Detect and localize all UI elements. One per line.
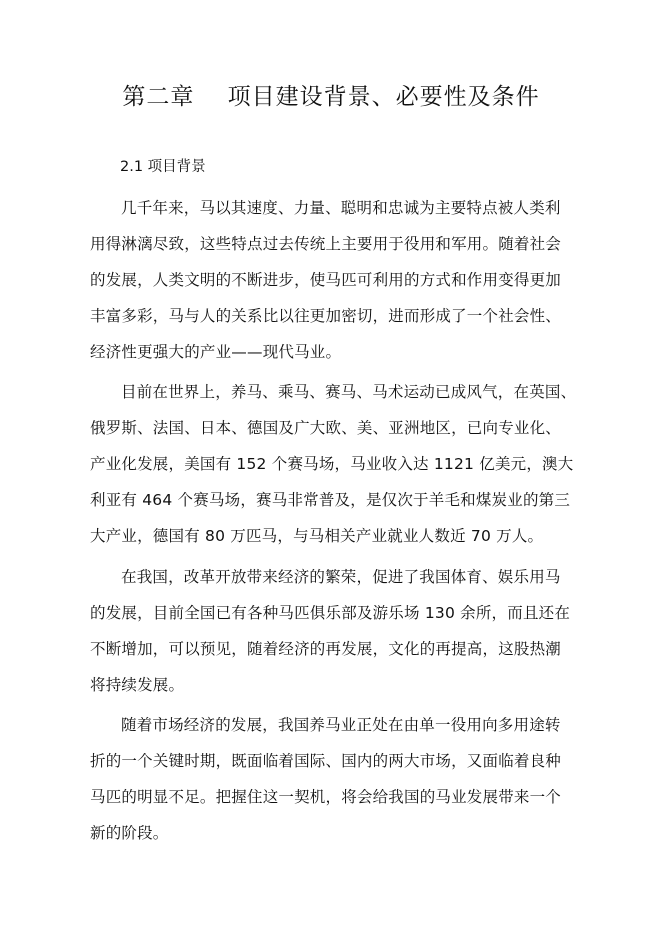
- paragraph-line: 丰富多彩，马与人的关系比以往更加密切，进而形成了一个社会性、: [90, 307, 562, 325]
- chapter-title: 第二章 项目建设背景、必要性及条件: [122, 84, 540, 110]
- paragraph-line: 产业化发展，美国有 152 个赛马场，马业收入达 1121 亿美元，澳大: [90, 455, 574, 473]
- paragraph-line: 将持续发展。: [90, 676, 185, 694]
- paragraph-market-outlook: [90, 707, 600, 851]
- paragraph-line: 几千年来，马以其速度、力量、聪明和忠诚为主要特点被人类利: [121, 199, 561, 217]
- paragraph-line: 俄罗斯、法国、日本、德国及广大欧、美、亚洲地区，已向专业化、: [90, 419, 562, 437]
- paragraph-line: 马匹的明显不足。把握住这一契机，将会给我国的马业发展带来一个: [90, 788, 562, 806]
- paragraph-line: 新的阶段。: [90, 824, 169, 842]
- paragraph-world-status: [90, 374, 600, 554]
- paragraph-line: 的发展，目前全国已有各种马匹俱乐部及游乐场 130 余所，而且还在: [90, 604, 571, 622]
- paragraph-line: 大产业，德国有 80 万匹马，与马相关产业就业人数近 70 万人。: [90, 527, 544, 545]
- paragraph-line: 利亚有 464 个赛马场，赛马非常普及，是仅次于羊毛和煤炭业的第三: [90, 491, 571, 509]
- paragraph-line: 用得淋漓尽致，这些特点过去传统上主要用于役用和军用。随着社会: [90, 235, 562, 253]
- paragraph-line: 随着市场经济的发展，我国养马业正处在由单一役用向多用途转: [121, 716, 561, 734]
- paragraph-line: 目前在世界上，养马、乘马、赛马、马术运动已成风气，在英国、: [121, 383, 577, 401]
- paragraph-china-status: [90, 559, 600, 703]
- paragraph-line: 经济性更强大的产业——现代马业。: [90, 343, 342, 361]
- section-heading: 2.1 项目背景: [120, 159, 206, 175]
- paragraph-line: 的发展，人类文明的不断进步，使马匹可利用的方式和作用变得更加: [90, 271, 562, 289]
- paragraph-line: 不断增加，可以预见，随着经济的再发展，文化的再提高，这股热潮: [90, 640, 562, 658]
- paragraph-line: 折的一个关键时期，既面临着国际、国内的两大市场，又面临着良种: [90, 752, 562, 770]
- paragraph-history: [90, 190, 600, 370]
- paragraph-line: 在我国，改革开放带来经济的繁荣，促进了我国体育、娱乐用马: [121, 568, 561, 586]
